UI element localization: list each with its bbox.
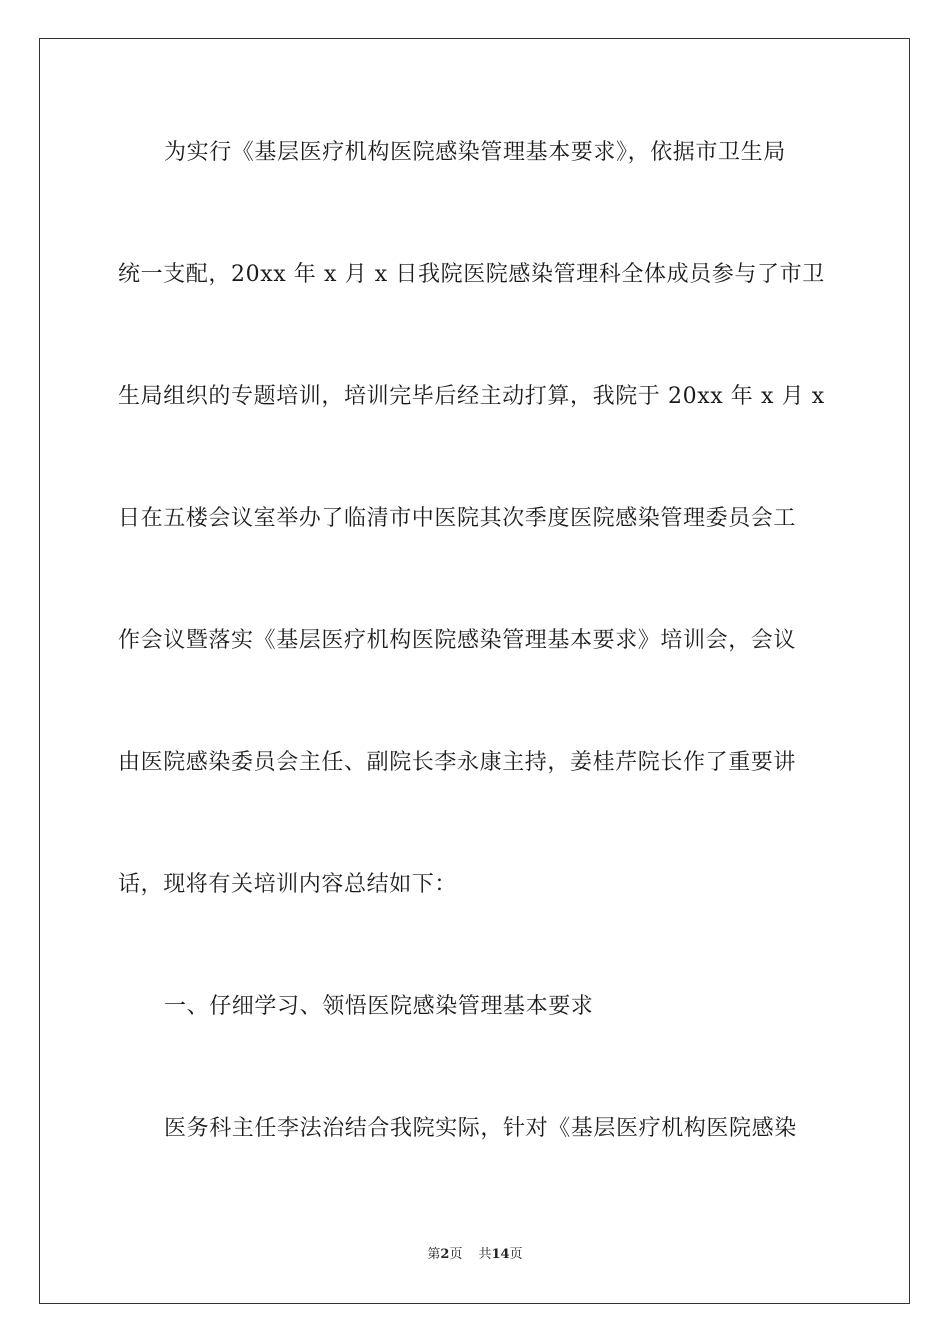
page-prefix: 第 <box>427 1247 441 1262</box>
page-current: 2 <box>440 1247 450 1262</box>
paragraph-line: 由医院感染委员会主任、副院长李永康主持，姜桂芹院长作了重要讲 <box>118 750 797 775</box>
section-heading: 一、仔细学习、领悟医院感染管理基本要求 <box>164 994 594 1019</box>
total-suffix: 页 <box>509 1247 523 1262</box>
page-total: 14 <box>491 1247 510 1262</box>
paragraph-line: 生局组织的专题培训，培训完毕后经主动打算，我院于 20xx 年 x 月 x <box>118 384 825 409</box>
total-prefix: 共 <box>478 1247 492 1262</box>
paragraph-line: 统一支配，20xx 年 x 月 x 日我院医院感染管理科全体成员参与了市卫 <box>118 262 825 287</box>
paragraph-line: 医务科主任李法治结合我院实际，针对《基层医疗机构医院感染 <box>164 1116 797 1141</box>
paragraph-line: 话，现将有关培训内容总结如下： <box>118 872 458 897</box>
paragraph-line: 作会议暨落实《基层医疗机构医院感染管理基本要求》培训会，会议 <box>118 628 797 653</box>
page-footer <box>0 1247 950 1263</box>
page-suffix: 页 <box>449 1247 463 1262</box>
paragraph-line: 为实行《基层医疗机构医院感染管理基本要求》，依据市卫生局 <box>164 140 786 165</box>
paragraph-line: 日在五楼会议室举办了临清市中医院其次季度医院感染管理委员会工 <box>118 506 797 531</box>
